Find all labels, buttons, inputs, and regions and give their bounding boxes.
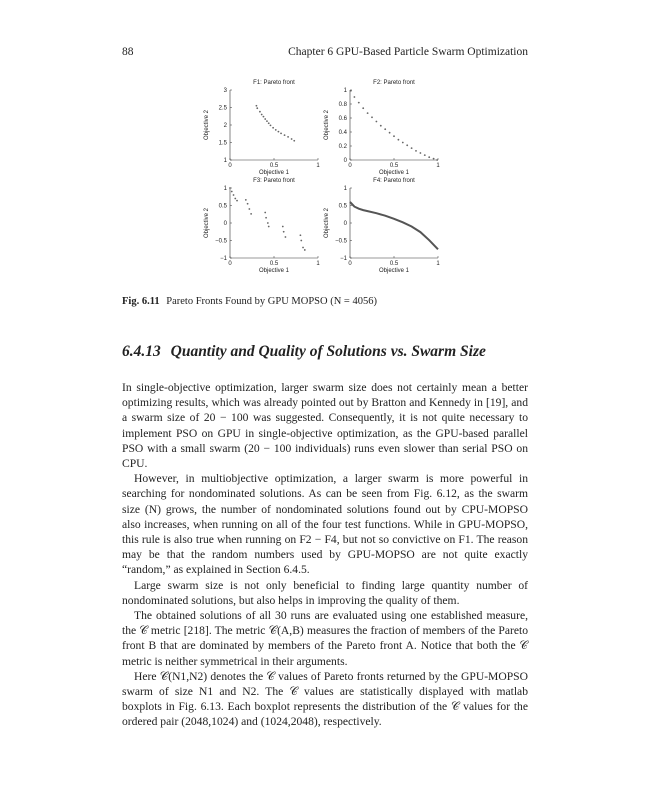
x-axis-label: Objective 1 xyxy=(258,268,290,274)
y-tick-label: 1 xyxy=(343,186,347,192)
page-number: 88 xyxy=(122,46,134,58)
x-tick-label: 1 xyxy=(436,261,440,267)
data-point xyxy=(265,217,267,219)
data-point xyxy=(229,187,231,189)
data-point xyxy=(433,158,435,160)
data-point xyxy=(411,147,413,149)
data-point xyxy=(278,131,280,133)
y-tick-label: 1 xyxy=(223,186,227,192)
x-tick-label: 0.5 xyxy=(269,261,279,267)
figure-pareto-fronts xyxy=(192,72,462,282)
data-point xyxy=(302,247,304,249)
data-point xyxy=(415,150,417,152)
data-point xyxy=(264,118,266,120)
paragraph: Here 𝒞(N1,N2) denotes the 𝒞 values of Pareto fronts returned by the GPU-MOPSO swarm of size N1 and N2. The 𝒞 values are statistically displayed with matlab boxplots in Fig. 6.13. Each boxplot represents the distribution of the 𝒞 values for the ordered pair (2048,1024) and (1024,2048), respectively. xyxy=(122,669,528,729)
y-tick-label: 0.6 xyxy=(338,116,347,122)
y-axis-label: Objective 2 xyxy=(204,207,210,239)
data-point xyxy=(270,124,272,126)
data-point xyxy=(247,203,249,205)
y-tick-label: −0.5 xyxy=(215,238,227,245)
section-title: Quantity and Quality of Solutions vs. Swarm Size xyxy=(170,343,486,360)
y-tick-label: −0.5 xyxy=(335,238,347,245)
data-point xyxy=(354,96,356,98)
data-point xyxy=(236,200,238,202)
data-point xyxy=(287,136,289,138)
section-heading xyxy=(122,343,528,361)
data-point xyxy=(362,107,364,109)
data-point xyxy=(376,121,378,123)
y-tick-label: 2 xyxy=(223,123,227,129)
x-axis-label: Objective 1 xyxy=(378,268,410,274)
data-point xyxy=(234,198,236,200)
paragraph: Large swarm size is not only beneficial to finding large quantity number of nondominated solutions, but also helps in improving the quality of them. xyxy=(122,578,528,607)
data-point xyxy=(424,154,426,156)
x-tick-label: 0 xyxy=(228,261,232,267)
y-axis-label: Objective 2 xyxy=(324,109,330,141)
figure-caption xyxy=(122,296,528,307)
y-tick-label: 1.5 xyxy=(218,140,227,147)
paragraph: The obtained solutions of all 30 runs are evaluated using one established measure, the 𝒞 metric [218]. The metric 𝒞(A,B) measures the fraction of members of the Pareto front B that are dominated by members of the Pareto front A. Notice that both the 𝒞 metric is neither symmetrical in their arguments. xyxy=(122,609,528,668)
x-tick-label: 1 xyxy=(316,163,320,169)
data-point xyxy=(300,240,302,242)
y-tick-label: 0.2 xyxy=(338,144,347,150)
x-tick-label: 0.5 xyxy=(389,163,399,169)
data-point xyxy=(233,194,235,196)
front-line xyxy=(350,202,438,249)
y-tick-label: 0.4 xyxy=(338,130,347,136)
x-tick-label: 0.5 xyxy=(269,163,279,169)
data-point xyxy=(398,139,400,141)
data-point xyxy=(259,111,261,113)
y-axis-label: Objective 2 xyxy=(204,109,210,141)
data-point xyxy=(380,125,382,127)
data-point xyxy=(384,128,386,130)
y-tick-label: 1 xyxy=(223,158,227,164)
data-point xyxy=(264,212,266,214)
y-tick-label: 3 xyxy=(223,88,227,94)
data-point xyxy=(402,142,404,144)
data-point xyxy=(250,213,252,215)
section-number: 6.4.13 xyxy=(122,343,161,360)
data-point xyxy=(393,135,395,137)
body-text xyxy=(122,380,528,730)
data-point xyxy=(231,191,233,193)
data-point xyxy=(389,132,391,134)
data-point xyxy=(293,140,295,142)
y-tick-label: 1 xyxy=(343,88,347,94)
data-point xyxy=(283,231,285,233)
x-tick-label: 0 xyxy=(228,163,232,169)
data-point xyxy=(248,208,250,210)
plot-title: F2: Pareto front xyxy=(373,80,415,86)
paragraph: In single-objective optimization, larger swarm size does not certainly mean a better optimizing results, which was already pointed out by Bratton and Kennedy in [19], and a swarm size of 20 − 100 was suggested. Consequently, it is not quite necessary to implement PSO on GPU in single-objective optimization, as the GPU-based parallel PSO with a small swarm (20 − 100 individuals) runs even slower than serial PSO on CPU. xyxy=(122,381,528,471)
data-point xyxy=(406,144,408,146)
plot-title: F3: Pareto front xyxy=(253,178,295,184)
chapter-title: Chapter 6 GPU-Based Particle Swarm Optimization xyxy=(288,46,528,58)
y-tick-label: 0.5 xyxy=(338,203,347,210)
y-tick-label: 0.5 xyxy=(218,203,227,210)
data-point xyxy=(300,234,302,236)
data-point xyxy=(436,159,438,161)
caption-text: Pareto Fronts Found by GPU MOPSO (N = 4056) xyxy=(166,296,377,307)
data-point xyxy=(282,226,284,228)
data-point xyxy=(371,116,373,118)
x-tick-label: 1 xyxy=(316,261,320,267)
data-point xyxy=(268,226,270,228)
x-tick-label: 0 xyxy=(348,163,352,169)
data-point xyxy=(285,236,287,238)
x-axis-label: Objective 1 xyxy=(258,170,290,176)
y-tick-label: −1 xyxy=(340,256,347,262)
data-point xyxy=(263,116,265,118)
data-point xyxy=(266,120,268,122)
data-point xyxy=(284,134,286,136)
y-tick-label: 2.5 xyxy=(218,105,227,112)
data-point xyxy=(367,112,369,114)
data-point xyxy=(358,102,360,104)
data-point xyxy=(256,105,258,107)
y-tick-label: −1 xyxy=(220,256,227,262)
plot-title: F1: Pareto front xyxy=(253,80,295,86)
data-point xyxy=(291,138,293,140)
x-tick-label: 1 xyxy=(436,163,440,169)
plot-title: F4: Pareto front xyxy=(373,178,415,184)
data-point xyxy=(275,129,277,131)
caption-label: Fig. 6.11 xyxy=(122,296,160,307)
data-point xyxy=(245,199,247,201)
y-tick-label: 0.8 xyxy=(338,102,347,108)
data-point xyxy=(280,133,282,135)
y-tick-label: 0 xyxy=(223,221,227,227)
data-point xyxy=(267,222,269,224)
x-axis-label: Objective 1 xyxy=(378,170,410,176)
data-point xyxy=(268,122,270,124)
pareto-plots-svg xyxy=(192,72,462,282)
data-point xyxy=(272,127,274,129)
data-point xyxy=(420,152,422,154)
x-tick-label: 0.5 xyxy=(389,261,399,267)
data-point xyxy=(350,90,352,92)
paragraph: However, in multiobjective optimization, a larger swarm is more powerful in searching for nondominated solutions. As can be seen from Fig. 6.12, as the swarm size (N) grows, the number of nondominated solutions found out by CPU-MOPSO also increases, when running on all of the four test functions. While in GPU-MOPSO, this rule is also true when running on F2 − F4, but not so convictive on F1. The reason may be that the random numbers used by GPU-MOPSO are not quite exactly “random,” as explained in Section 6.4.5. xyxy=(122,472,528,577)
data-point xyxy=(261,114,263,116)
running-header xyxy=(122,46,528,62)
data-point xyxy=(256,107,258,109)
y-axis-label: Objective 2 xyxy=(324,207,330,239)
data-point xyxy=(428,156,430,158)
y-tick-label: 0 xyxy=(343,221,347,227)
y-tick-label: 0 xyxy=(343,158,347,164)
x-tick-label: 0 xyxy=(348,261,352,267)
data-point xyxy=(304,249,306,251)
